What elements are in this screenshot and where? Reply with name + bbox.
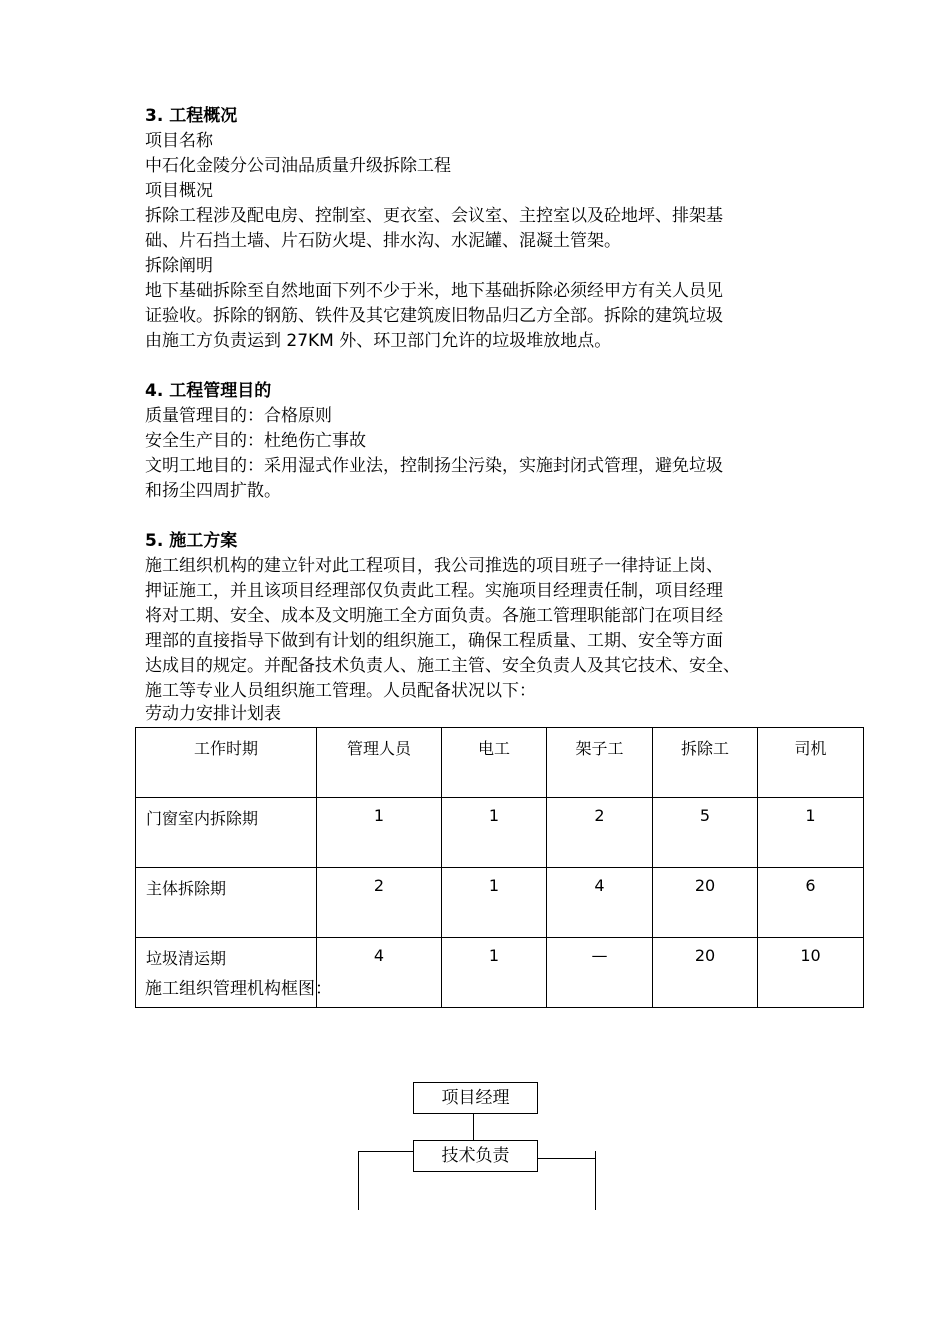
table-cell: 5	[653, 798, 758, 868]
section-3-line: 项目概况	[145, 181, 213, 201]
section-5-line: 施工等专业人员组织施工管理。人员配备状况以下：	[145, 681, 536, 701]
section-3-line: 拆除工程涉及配电房、控制室、更衣室、会议室、主控室以及砼地坪、排架基	[145, 206, 723, 226]
table-cell: 4	[547, 868, 653, 938]
table-header-cell: 司机	[758, 728, 864, 798]
table-header-cell: 电工	[442, 728, 547, 798]
table-cell: 1	[317, 798, 442, 868]
table-header-cell: 工作时期	[136, 728, 317, 798]
table-header-cell: 管理人员	[317, 728, 442, 798]
section-5-line: 施工组织机构的建立针对此工程项目，我公司推选的项目班子一律持证上岗、	[145, 556, 723, 576]
org-box-technical-lead	[413, 1140, 538, 1172]
table-cell: 主体拆除期	[136, 868, 317, 938]
section-3-line: 中石化金陵分公司油品质量升级拆除工程	[145, 156, 451, 176]
section-5-line: 达成目的规定。并配备技术负责人、施工主管、安全负责人及其它技术、安全、	[145, 656, 740, 676]
table-header-cell: 拆除工	[653, 728, 758, 798]
section-3-line: 由施工方负责运到 27KM 外、环卫部门允许的垃圾堆放地点。	[145, 331, 612, 351]
section-5-line: 理部的直接指导下做到有计划的组织施工，确保工程质量、工期、安全等方面	[145, 631, 723, 651]
table-row	[136, 798, 864, 868]
org-box-label: 项目经理	[441, 1088, 510, 1108]
section-4-line: 安全生产目的：杜绝伤亡事故	[145, 431, 366, 451]
table-cell: 1	[442, 798, 547, 868]
section-3-heading: 3. 工程概况	[145, 106, 238, 126]
table-cell: 2	[547, 798, 653, 868]
section-4-line: 质量管理目的：合格原则	[145, 406, 332, 426]
table-cell: 20	[653, 868, 758, 938]
section-4-line: 文明工地目的：采用湿式作业法，控制扬尘污染，实施封闭式管理，避免垃圾	[145, 456, 723, 476]
table-cell: 1	[442, 938, 547, 1008]
section-3-line: 证验收。拆除的钢筋、铁件及其它建筑废旧物品归乙方全部。拆除的建筑垃圾	[145, 306, 723, 326]
table-header-cell: 架子工	[547, 728, 653, 798]
org-connector	[358, 1151, 359, 1210]
table-cell: 垃圾清运期	[136, 938, 317, 1008]
section-4-heading: 4. 工程管理目的	[145, 381, 272, 401]
section-3-line: 地下基础拆除至自然地面下列不少于米，地下基础拆除必须经甲方有关人员见	[145, 281, 723, 301]
org-connector	[473, 1113, 474, 1141]
org-box-label: 技术负责	[441, 1146, 510, 1166]
section-5-line: 押证施工，并且该项目经理部仅负责此工程。实施项目经理责任制，项目经理	[145, 581, 723, 601]
table-cell: 20	[653, 938, 758, 1008]
labor-plan-table	[135, 727, 864, 1008]
table-cell: —	[547, 938, 653, 1008]
section-5-heading: 5. 施工方案	[145, 531, 238, 551]
table-cell: 10	[758, 938, 864, 1008]
org-box-project-manager	[413, 1082, 538, 1114]
table-header-row	[136, 728, 864, 798]
table-caption: 劳动力安排计划表	[145, 704, 281, 724]
section-4-line: 和扬尘四周扩散。	[145, 481, 281, 501]
org-connector	[537, 1158, 595, 1159]
org-chart-caption: 施工组织管理机构框图：	[145, 979, 332, 999]
section-3-line: 础、片石挡土墙、片石防火堤、排水沟、水泥罐、混凝土管架。	[145, 231, 621, 251]
table-cell: 4	[317, 938, 442, 1008]
section-5-line: 将对工期、安全、成本及文明施工全方面负责。各施工管理职能部门在项目经	[145, 606, 723, 626]
table-cell: 6	[758, 868, 864, 938]
table-cell: 门窗室内拆除期	[136, 798, 317, 868]
section-3-line: 拆除阐明	[145, 256, 213, 276]
table-cell: 1	[442, 868, 547, 938]
table-cell: 1	[758, 798, 864, 868]
section-3-line: 项目名称	[145, 131, 213, 151]
table-row	[136, 868, 864, 938]
org-connector	[358, 1151, 413, 1152]
table-cell: 2	[317, 868, 442, 938]
org-connector	[595, 1151, 596, 1210]
